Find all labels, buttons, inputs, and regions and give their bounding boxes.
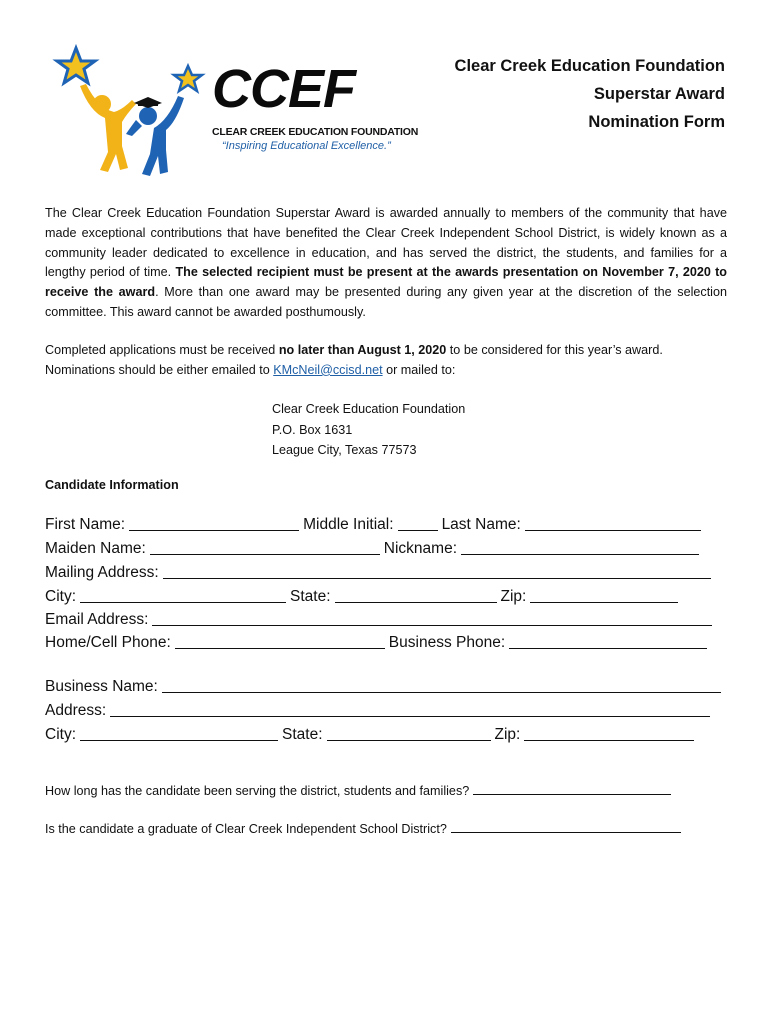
middle-initial-field[interactable] (398, 516, 438, 531)
state-label: State: (290, 588, 331, 605)
submission-text-3: or mailed to: (382, 362, 456, 377)
maiden-name-field[interactable] (150, 540, 380, 555)
business-name-label: Business Name: (45, 678, 158, 695)
logo-figures-icon (50, 42, 210, 182)
title-line-3: Nomination Form (588, 113, 725, 131)
business-city-field[interactable] (80, 726, 278, 741)
service-length-field[interactable] (473, 782, 671, 795)
question-1-text: How long has the candidate been serving the district, students and families? (45, 784, 470, 798)
row-names (45, 516, 725, 534)
nickname-field[interactable] (461, 540, 699, 555)
section-title: Candidate Information (45, 478, 179, 492)
question-2-text: Is the candidate a graduate of Clear Creek Independent School District? (45, 822, 447, 836)
title-line-1: Clear Creek Education Foundation (454, 57, 725, 75)
zip-field[interactable] (530, 588, 678, 603)
home-cell-phone-label: Home/Cell Phone: (45, 634, 171, 651)
business-address-field[interactable] (110, 702, 710, 717)
logo-brand-text: CCEF (212, 59, 355, 119)
mailing-address-block (272, 399, 465, 461)
ccisd-graduate-field[interactable] (451, 820, 681, 833)
email-address-label: Email Address: (45, 611, 149, 628)
business-zip-label: Zip: (494, 726, 521, 743)
question-ccisd-graduate (45, 820, 685, 836)
row-business-name (45, 678, 725, 696)
state-field[interactable] (335, 588, 497, 603)
intro-text-2: . More than one award may be presented during any given year at the discretion of the selection committee. This award cannot be awarded posthumously. (45, 285, 727, 319)
address-line-3: League City, Texas 77573 (272, 443, 417, 457)
form-title (455, 52, 725, 136)
submission-text-1: Completed applications must be received (45, 343, 279, 357)
mailing-address-label: Mailing Address: (45, 564, 159, 581)
first-name-field[interactable] (129, 516, 299, 531)
mailing-address-field[interactable] (163, 564, 711, 579)
intro-text-1: The Clear Creek Education Foundation Superstar Award is awarded annually to members of the community that have made exceptional contributions that have benefited the Clear Creek Independent School District, is widely known as a community leader dedicated to excellence in education, and has served the district, the students, and families for a lengthy period of time. (45, 206, 727, 280)
submission-text-2: to be considered for this year’s award. Nominations should be either emailed to (45, 343, 663, 377)
business-address-label: Address: (45, 702, 107, 719)
business-city-label: City: (45, 726, 76, 743)
business-phone-label: Business Phone: (388, 634, 506, 651)
first-name-label: First Name: (45, 516, 126, 533)
submission-paragraph (45, 341, 735, 381)
address-line-2: P.O. Box 1631 (272, 422, 353, 437)
zip-label: Zip: (500, 588, 527, 605)
city-label: City: (45, 588, 76, 605)
deadline-text: no later than August 1, 2020 (278, 343, 447, 357)
last-name-label: Last Name: (441, 516, 521, 533)
row-mailing-address (45, 564, 725, 582)
row-email (45, 611, 725, 629)
row-phones (45, 634, 725, 652)
city-field[interactable] (80, 588, 286, 603)
email-link[interactable]: KMcNeil@ccisd.net (273, 362, 383, 377)
title-line-2: Superstar Award (593, 85, 725, 103)
home-cell-phone-field[interactable] (175, 634, 385, 649)
email-address-field[interactable] (152, 611, 712, 626)
maiden-name-label: Maiden Name: (45, 540, 146, 557)
business-zip-field[interactable] (524, 726, 694, 741)
business-state-label: State: (282, 726, 323, 743)
row-business-address (45, 702, 725, 720)
row-maiden (45, 540, 725, 558)
business-phone-field[interactable] (509, 634, 707, 649)
nickname-label: Nickname: (383, 540, 458, 557)
middle-initial-label: Middle Initial: (303, 516, 394, 533)
intro-paragraph (45, 204, 727, 323)
intro-bold-text: The selected recipient must be present at the awards presentation on November 7, 2020 to receive the award (45, 265, 727, 300)
logo-tagline: “Inspiring Educational Excellence.” (222, 140, 391, 152)
logo-org-name: CLEAR CREEK EDUCATION FOUNDATION (212, 126, 419, 138)
address-line-1: Clear Creek Education Foundation (272, 402, 466, 416)
question-service-length (45, 782, 675, 798)
last-name-field[interactable] (525, 516, 701, 531)
row-business-city-state-zip (45, 726, 725, 744)
row-city-state-zip (45, 588, 725, 606)
ccef-logo (50, 42, 420, 182)
business-name-field[interactable] (162, 678, 721, 693)
business-state-field[interactable] (327, 726, 491, 741)
